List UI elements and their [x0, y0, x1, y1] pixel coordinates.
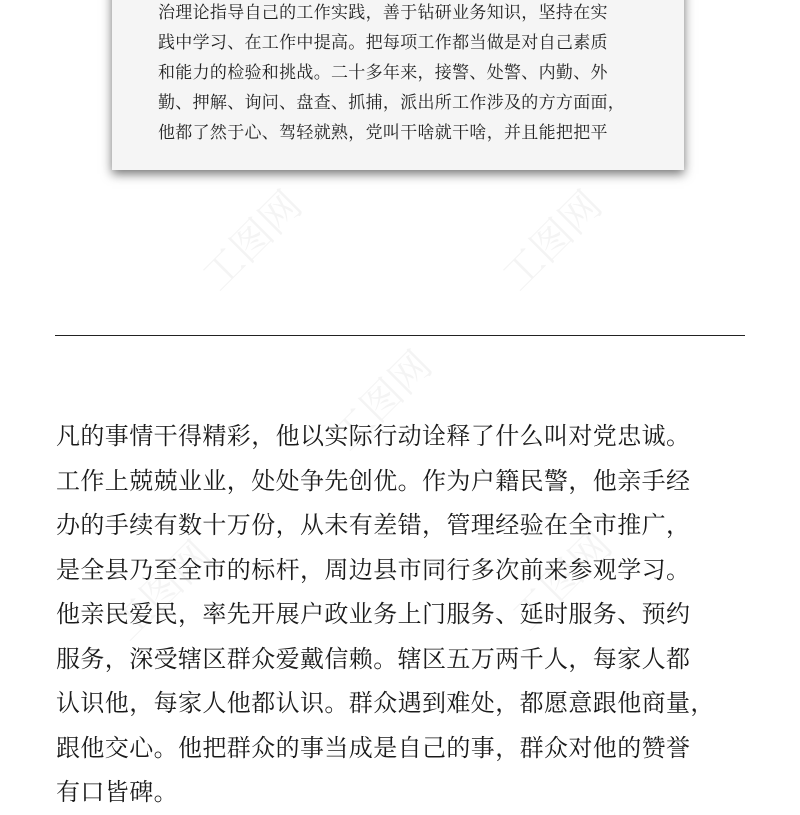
body-line: 认识他，每家人他都认识。群众遇到难处，都愿意跟他商量，	[56, 689, 715, 717]
body-line: 有口皆碑。	[56, 778, 178, 806]
divider	[55, 335, 745, 336]
body-paragraph	[56, 414, 756, 815]
body-line: 凡的事情干得精彩，他以实际行动诠释了什么叫对党忠诚。	[56, 422, 691, 450]
card-paragraph	[158, 0, 642, 148]
card-line: 治理论指导自己的工作实践，善于钻研业务知识，坚持在实	[158, 3, 608, 23]
card-line: 和能力的检验和挑战。二十多年来，接警、处警、内勤、外	[158, 63, 608, 83]
body-line: 他亲民爱民，率先开展户政业务上门服务、延时服务、预约	[56, 600, 691, 628]
card-line: 勤、押解、询问、盘查、抓捕，派出所工作涉及的方方面面，	[158, 93, 626, 113]
quote-card	[112, 0, 684, 170]
body-line: 工作上兢兢业业，处处争先创优。作为户籍民警，他亲手经	[56, 466, 691, 495]
body-line: 服务，深受辖区群众爱戴信赖。辖区五万两千人，每家人都	[56, 644, 691, 673]
watermark	[187, 176, 312, 301]
body-line: 是全县乃至全市的标杆，周边县市同行多次前来参观学习。	[56, 555, 691, 584]
body-line: 跟他交心。他把群众的事当成是自己的事，群众对他的赞誉	[56, 733, 691, 762]
card-line: 他都了然于心、驾轻就熟，党叫干啥就干啥，并且能把把平	[158, 123, 608, 143]
watermark	[487, 176, 612, 301]
card-line: 践中学习、在工作中提高。把每项工作都当做是对自己素质	[158, 33, 608, 53]
body-line: 办的手续有数十万份，从未有差错，管理经验在全市推广，	[56, 511, 691, 539]
